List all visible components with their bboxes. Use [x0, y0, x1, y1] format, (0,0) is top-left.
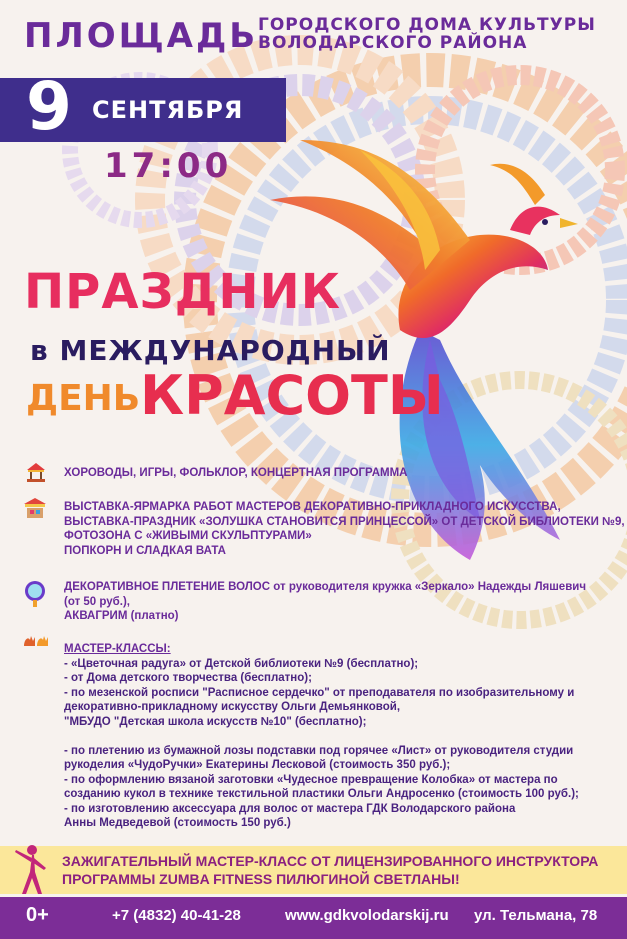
venue-subtitle-line-2: ВОЛОДАРСКОГО РАЙОНА — [258, 33, 528, 53]
masterclass-line: - по мезенской росписи "Расписное сердечко" от преподавателя по изобразительному и — [64, 686, 575, 699]
carousel-icon — [24, 462, 48, 482]
fair-stall-icon — [22, 496, 48, 522]
program-item-2-line-2: ВЫСТАВКА-ПРАЗДНИК «ЗОЛУШКА СТАНОВИТСЯ ПРИНЦЕССОЙ» ОТ ДЕТСКОЙ БИБЛИОТЕКИ №9, — [64, 515, 625, 528]
hands-icon — [22, 634, 50, 652]
venue-title: ПЛОЩАДЬ — [24, 16, 259, 56]
program-item-2-line-3: ФОТОЗОНА С «ЖИВЫМИ СКУЛЬПТУРАМИ» — [64, 530, 312, 542]
event-time: 17:00 — [104, 146, 233, 186]
website-link[interactable]: www.gdkvolodarskij.ru — [285, 907, 449, 924]
program-item-1: ХОРОВОДЫ, ИГРЫ, ФОЛЬКЛОР, КОНЦЕРТНАЯ ПРОГРАММА — [64, 467, 408, 479]
masterclass-line: - по плетению из бумажной лозы подставки под горячее «Лист» от руководителя студии — [64, 744, 574, 757]
masterclass-line: - по изготовлению аксессуара для волос от мастера ГДК Володарского района — [64, 802, 516, 815]
program-item-2-line-1: ВЫСТАВКА-ЯРМАРКА РАБОТ МАСТЕРОВ ДЕКОРАТИВНО-ПРИКЛАДНОГО ИСКУССТВА, — [64, 501, 561, 513]
program-item-3-line-2: (от 50 руб.), — [64, 595, 130, 608]
masterclass-line-spacer — [64, 729, 579, 744]
program-item-3 — [64, 580, 586, 624]
masterclasses-title: МАСТЕР-КЛАССЫ: — [64, 643, 171, 655]
masterclass-line: - по оформлению вязаной заготовки «Чудесное превращение Колобка» от мастера по — [64, 773, 558, 786]
program-item-2 — [64, 500, 625, 558]
phone-link[interactable]: +7 (4832) 40-41-28 — [112, 907, 241, 924]
zumba-text-line-1: ЗАЖИГАТЕЛЬНЫЙ МАСТЕР-КЛАСС ОТ ЛИЦЕНЗИРОВАННОГО ИНСТРУКТОРА — [62, 853, 599, 869]
venue-subtitle-line-1: ГОРОДСКОГО ДОМА КУЛЬТУРЫ — [258, 15, 596, 35]
address: ул. Тельмана, 78 — [474, 907, 598, 924]
date-day: 9 — [26, 68, 72, 145]
dancer-icon — [10, 842, 50, 898]
masterclasses-list — [64, 642, 579, 831]
event-title-line-1: ПРАЗДНИК — [24, 264, 341, 320]
masterclass-line: созданию кукол в технике текстильной пластики Ольги Андросенко (стоимость 100 руб.); — [64, 788, 579, 800]
date-month: СЕНТЯБРЯ — [92, 96, 244, 124]
masterclass-line: Анны Медведевой (стоимость 150 руб.) — [64, 817, 291, 829]
mirror-icon — [22, 580, 48, 608]
masterclass-line: - от Дома детского творчества (бесплатно); — [64, 672, 312, 684]
masterclass-line: рукоделия «ЧудоРучки» Екатерины Лесковой (стоимость 350 руб.); — [64, 759, 451, 771]
event-title-line-4: КРАСОТЫ — [140, 364, 444, 427]
age-rating: 0+ — [26, 904, 49, 926]
zumba-text — [62, 852, 598, 888]
masterclass-line: - «Цветочная радуга» от Детской библиотеки №9 (бесплатно); — [64, 657, 419, 670]
masterclass-line: декоративно-прикладному искусству Ольги Демьянковой, — [64, 701, 401, 713]
zumba-text-line-2: ПРОГРАММЫ ZUMBA FITNESS ПИЛЮГИНОЙ СВЕТЛАНЫ! — [62, 871, 460, 887]
event-title-line-3: ДЕНЬ — [26, 378, 141, 419]
masterclass-line: "МБУДО "Детская школа искусств №10" (бесплатно); — [64, 715, 367, 728]
program-item-3-line-1: ДЕКОРАТИВНОЕ ПЛЕТЕНИЕ ВОЛОС от руководителя кружка «Зеркало» Надежды Ляшевич — [64, 581, 587, 593]
venue-subtitle — [258, 16, 596, 52]
event-title-line-2: в МЕЖДУНАРОДНЫЙ — [30, 334, 391, 367]
program-item-2-line-4: ПОПКОРН И СЛАДКАЯ ВАТА — [64, 544, 226, 557]
program-item-3-line-3: АКВАГРИМ (платно) — [64, 610, 179, 622]
